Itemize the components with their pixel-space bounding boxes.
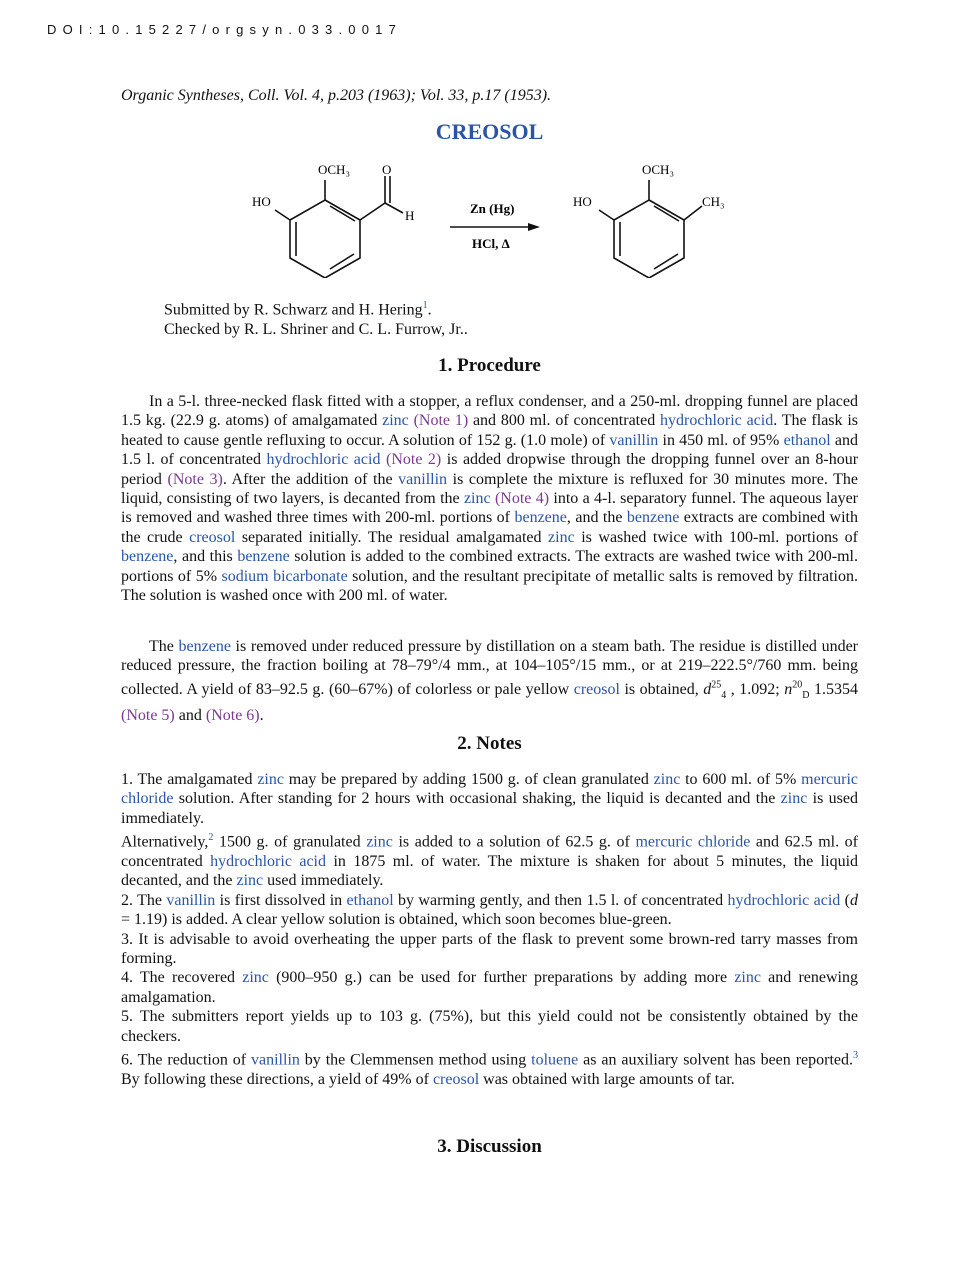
chemical-link[interactable]: benzene [237, 548, 290, 566]
chemical-link[interactable]: toluene [531, 1051, 579, 1069]
text-segment: by warming gently, and then 1.5 l. of concentrated [393, 891, 728, 909]
creosol-structure [599, 180, 702, 278]
chemical-link[interactable]: hydrochloric acid [266, 451, 381, 469]
text-segment: (900–950 g.) can be used for further preparations by adding more [268, 969, 735, 987]
note-item [121, 891, 858, 930]
reaction-arrowhead [528, 223, 540, 231]
text-segment: D [802, 690, 810, 702]
text-segment: is complete the mixture is refluxed for 30 minutes more. The liquid, consisting of two layers, is decanted from the [121, 470, 859, 508]
chemical-link[interactable]: hydrochloric acid [660, 412, 774, 430]
text-segment: separated initially. The residual amalgamated [235, 528, 549, 546]
text-segment: , 1.092; [726, 681, 785, 699]
text-segment: in 450 ml. of 95% [658, 431, 784, 449]
text-segment: is first dissolved in [215, 891, 347, 909]
chemical-link[interactable]: zinc [236, 872, 264, 890]
product-hydroxy-label: HO [573, 194, 592, 209]
ref-link[interactable]: 1 [422, 300, 428, 311]
text-segment: solution, and the resultant precipitate of metallic salts is removed by filtration. The solution is washed once with 200 ml. of water. [121, 567, 858, 605]
section-heading-procedure: 1. Procedure [438, 355, 541, 376]
chemical-link[interactable]: zinc [548, 528, 575, 546]
text-segment: extracts are combined with the crude [121, 509, 859, 546]
chemical-link[interactable]: hydrochloric acid [210, 852, 327, 870]
text-segment: used immediately. [263, 872, 384, 890]
chemical-link[interactable]: zinc [382, 412, 409, 430]
symbol-text: n [784, 681, 793, 699]
credits [164, 296, 468, 340]
text-segment: and 62.5 ml. of concentrated [121, 833, 859, 870]
note-item [121, 1007, 858, 1046]
text-segment: 2. The [121, 891, 167, 909]
procedure-p2-content [121, 638, 858, 724]
chemical-link[interactable]: benzene [178, 638, 231, 655]
text-segment: 25 [711, 679, 722, 691]
notes-list [121, 770, 858, 1089]
chemical-link[interactable]: sodium bicarbonate [221, 567, 348, 585]
text-segment: solution. After standing for 2 hours with occasional shaking, the liquid is decanted and the [173, 790, 781, 808]
text-segment: was obtained with large amounts of tar. [479, 1070, 735, 1088]
text-segment: . [259, 706, 264, 724]
chemical-link[interactable]: zinc [257, 771, 284, 788]
chemical-link[interactable]: zinc [780, 790, 808, 808]
chemical-link[interactable]: vanillin [251, 1051, 300, 1069]
reagent-top-label: Zn (Hg) [470, 201, 515, 216]
chemical-link[interactable]: zinc [463, 490, 491, 508]
chemical-link[interactable]: zinc [242, 969, 269, 987]
text-segment: in 1875 ml. of water. The mixture is shaken for about 5 minutes, the liquid decanted, and the [121, 852, 859, 890]
text-segment: 3. It is advisable to avoid overheating the upper parts of the flask to prevent some brown-red tarry masses from forming. [121, 930, 858, 967]
note-link[interactable]: (Note 1) [413, 412, 469, 430]
chemical-link[interactable]: ethanol [346, 891, 394, 909]
text-segment: is used immediately. [121, 790, 859, 827]
reagent-bottom-label: HCl, Δ [472, 236, 510, 251]
text-segment: as an auxiliary solvent has been reported. [578, 1051, 853, 1069]
chemical-link[interactable]: creosol [432, 1070, 480, 1088]
procedure-paragraph-2 [121, 637, 858, 725]
note-link[interactable]: (Note 5) [121, 706, 175, 724]
doi-header: DOI:10.15227/orgsyn.033.0017 [47, 22, 403, 37]
text-segment: and 800 ml. of concentrated [468, 412, 661, 430]
text-segment: by the Clemmensen method using [299, 1051, 532, 1069]
chemical-link[interactable]: benzene [626, 509, 680, 527]
text-segment: may be prepared by adding 1500 g. of clean granulated [283, 771, 654, 788]
chemical-link[interactable]: hydrochloric acid [727, 891, 841, 909]
text-segment: solution is added to the combined extracts. The extracts are washed twice with 200-ml. portions of 5% [121, 548, 859, 585]
text-segment: 6. The reduction of [121, 1051, 251, 1069]
text-segment: 1500 g. of granulated [213, 833, 367, 851]
text-segment: 1.5354 [809, 681, 859, 699]
citation: Organic Syntheses, Coll. Vol. 4, p.203 (1963); Vol. 33, p.17 (1953). [121, 87, 552, 104]
text-segment: is washed twice with 100-ml. portions of [574, 528, 859, 546]
text-segment: , and the [566, 509, 627, 527]
note-item [121, 930, 858, 969]
chemical-link[interactable]: creosol [189, 528, 236, 546]
symbol-text: d [850, 891, 859, 909]
text-segment: is obtained, [619, 681, 704, 699]
procedure-p1-content [121, 393, 858, 604]
ref-link[interactable]: 3 [853, 1050, 858, 1062]
chemical-link[interactable]: benzene [121, 548, 174, 566]
text-segment: 4 [721, 690, 727, 702]
text-segment: is added dropwise through the dropping funnel over an 8-hour period [121, 451, 859, 488]
text-segment: , and this [173, 548, 238, 566]
symbol-text: d [703, 681, 712, 699]
chemical-link[interactable]: mercuric chloride [121, 771, 859, 808]
text-segment: The [149, 638, 179, 655]
text-segment: 20 [792, 679, 803, 691]
text-segment: to 600 ml. of 5% [680, 771, 802, 788]
text-segment: Alternatively, [121, 833, 209, 851]
chemical-link[interactable]: vanillin [609, 431, 659, 449]
note-link[interactable]: (Note 2) [385, 451, 442, 469]
chemical-link[interactable]: vanillin [398, 470, 448, 488]
text-segment: into a 4-l. separatory funnel. The aqueous layer is removed and washed three times with 200-ml. portions of [121, 490, 858, 527]
note-item [121, 968, 858, 1007]
chemical-link[interactable]: vanillin [166, 891, 216, 909]
note-link[interactable]: (Note 3) [167, 470, 223, 488]
reactant-oxo-label: O [382, 162, 392, 177]
chemical-link[interactable]: zinc [366, 833, 393, 851]
text-segment: and renewing amalgamation. [121, 969, 858, 1006]
text-segment: is added to a solution of 62.5 g. of [392, 833, 636, 851]
text-segment: is removed under reduced pressure by distillation on a steam bath. The residue is distilled under reduced pressure, the fraction boiling at 78–79°/4 mm., at 104–105°/15 mm., or at 219–222.5°/760 mm. being collected. A yield of 83–92.5 g. (60–67%) of colorless or pale yellow [121, 638, 858, 699]
product-methyl-label: CH₃ [702, 194, 725, 209]
procedure-paragraph-1 [121, 392, 858, 605]
reaction-scheme [240, 158, 740, 278]
note-item [121, 828, 858, 891]
text-segment: 5. The submitters report yields up to 103 g. (75%), but this yield could not be consistently obtained by the checkers. [121, 1008, 858, 1045]
text-segment: = 1.19) is added. A clear yellow solution is obtained, which soon becomes blue-green. [121, 911, 672, 929]
note-item [121, 770, 858, 828]
text-segment: and [174, 706, 206, 724]
text-segment: By following these directions, a yield of 49% of [121, 1070, 433, 1088]
text-segment: In a 5-l. three-necked flask fitted with a stopper, a reflux condenser, and a 250-ml. dropping funnel are placed 1.5 kg. (22.9 g. atoms) of amalgamated [121, 393, 858, 430]
chemical-link[interactable]: creosol [573, 681, 620, 699]
text-segment: 4. The recovered [121, 969, 243, 987]
text-segment: . After the addition of the [222, 470, 399, 488]
page-title: CREOSOL [435, 119, 544, 144]
reactant-aldehyde-h-label: H [405, 208, 415, 223]
text-segment: 1. The amalgamated [121, 771, 258, 788]
vanillin-structure [275, 176, 403, 278]
text-segment: and 1.5 l. of concentrated [121, 431, 859, 469]
reactant-methoxy-label: OCH₃ [318, 162, 350, 177]
chemical-link[interactable]: zinc [734, 969, 761, 987]
note-item [121, 1046, 858, 1089]
note-link[interactable]: (Note 6) [205, 706, 260, 724]
ref-link[interactable]: 2 [208, 832, 214, 844]
submitted-by: Submitted by R. Schwarz and H. Hering$^1$. [164, 300, 432, 319]
chemical-link[interactable]: zinc [653, 771, 681, 788]
section-heading-notes: 2. Notes [457, 733, 522, 754]
section-heading-discussion: 3. Discussion [437, 1136, 542, 1157]
text-segment: . The flask is heated to cause gentle refluxing to occur. A solution of 152 g. (1.0 mole) of [121, 412, 859, 449]
reactant-hydroxy-label: HO [252, 194, 271, 209]
note-link[interactable]: (Note 4) [494, 490, 550, 508]
chemical-link[interactable]: benzene [514, 509, 567, 527]
chemical-link[interactable]: ethanol [783, 431, 831, 449]
product-methoxy-label: OCH₃ [642, 162, 674, 177]
chemical-link[interactable]: mercuric chloride [635, 833, 751, 851]
text-segment: ( [840, 891, 851, 909]
checked-by: Checked by R. L. Shriner and C. L. Furrow, Jr.. [164, 321, 468, 339]
